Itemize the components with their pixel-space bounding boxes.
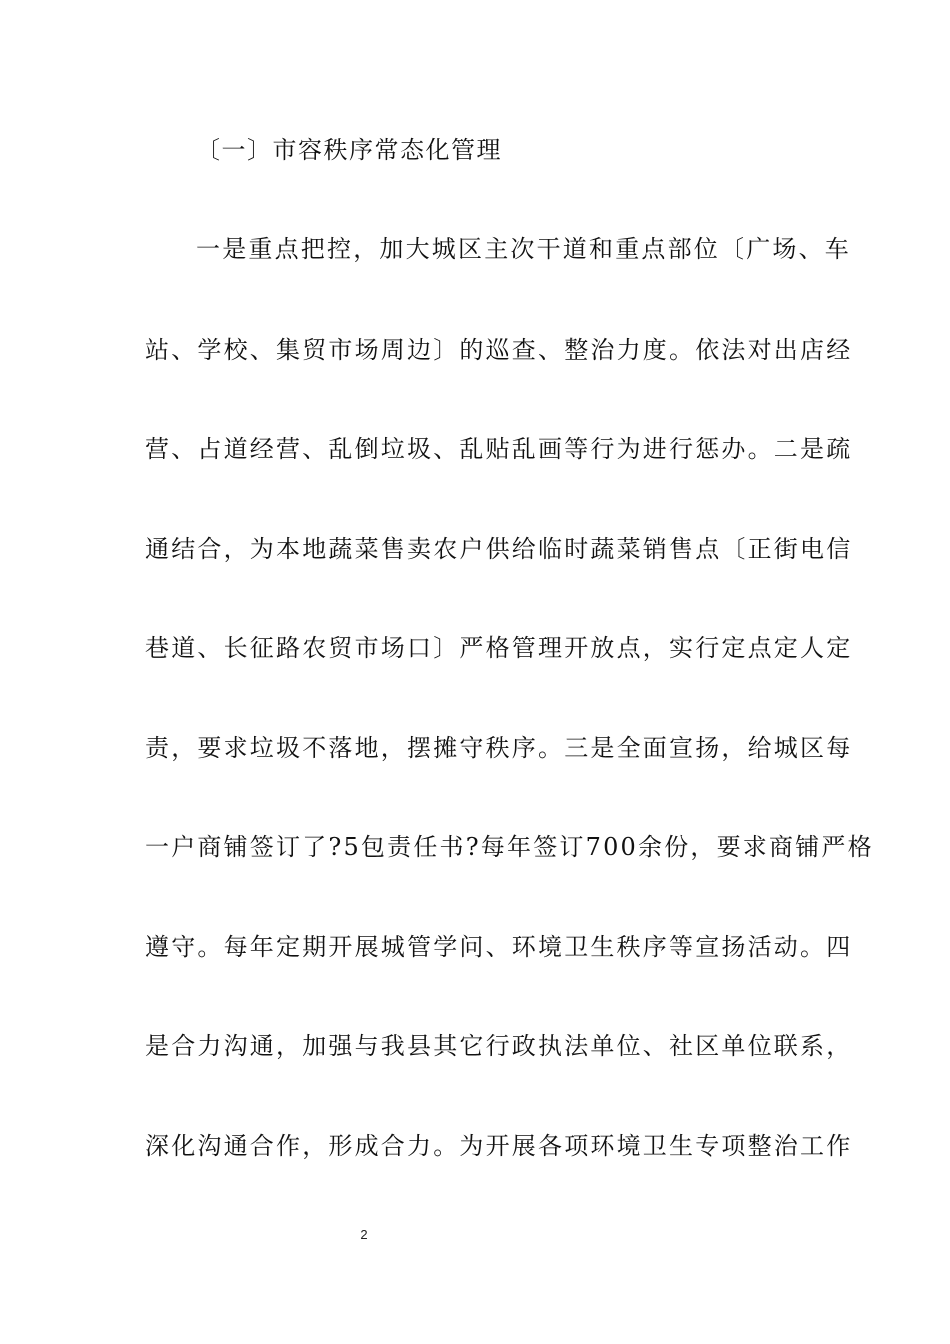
- paragraph-line: 一户商铺签订了?5包责任书?每年签订700余份，要求商铺严格: [145, 833, 874, 861]
- page-number: 2: [360, 1227, 368, 1242]
- paragraph-line: 巷道、长征路农贸市场口〕严格管理开放点，实行定点定人定: [145, 634, 853, 662]
- paragraph-line: 遵守。每年定期开展城管学问、环境卫生秩序等宣扬活动。四: [145, 933, 853, 961]
- paragraph-line: 营、占道经营、乱倒垃圾、乱贴乱画等行为进行惩办。二是疏: [145, 435, 853, 463]
- paragraph-line: 深化沟通合作，形成合力。为开展各项环境卫生专项整治工作: [145, 1132, 853, 1160]
- paragraph-line: 是合力沟通，加强与我县其它行政执法单位、社区单位联系，: [145, 1032, 853, 1060]
- paragraph-line: 一是重点把控，加大城区主次干道和重点部位〔广场、车: [196, 235, 851, 263]
- section-heading: 〔一〕市容秩序常态化管理: [196, 136, 502, 164]
- paragraph-line: 站、学校、集贸市场周边〕的巡查、整治力度。依法对出店经: [145, 336, 853, 364]
- paragraph-line: 通结合，为本地蔬菜售卖农户供给临时蔬菜销售点〔正街电信: [145, 535, 853, 563]
- paragraph-line: 责，要求垃圾不落地，摆摊守秩序。三是全面宣扬，给城区每: [145, 734, 853, 762]
